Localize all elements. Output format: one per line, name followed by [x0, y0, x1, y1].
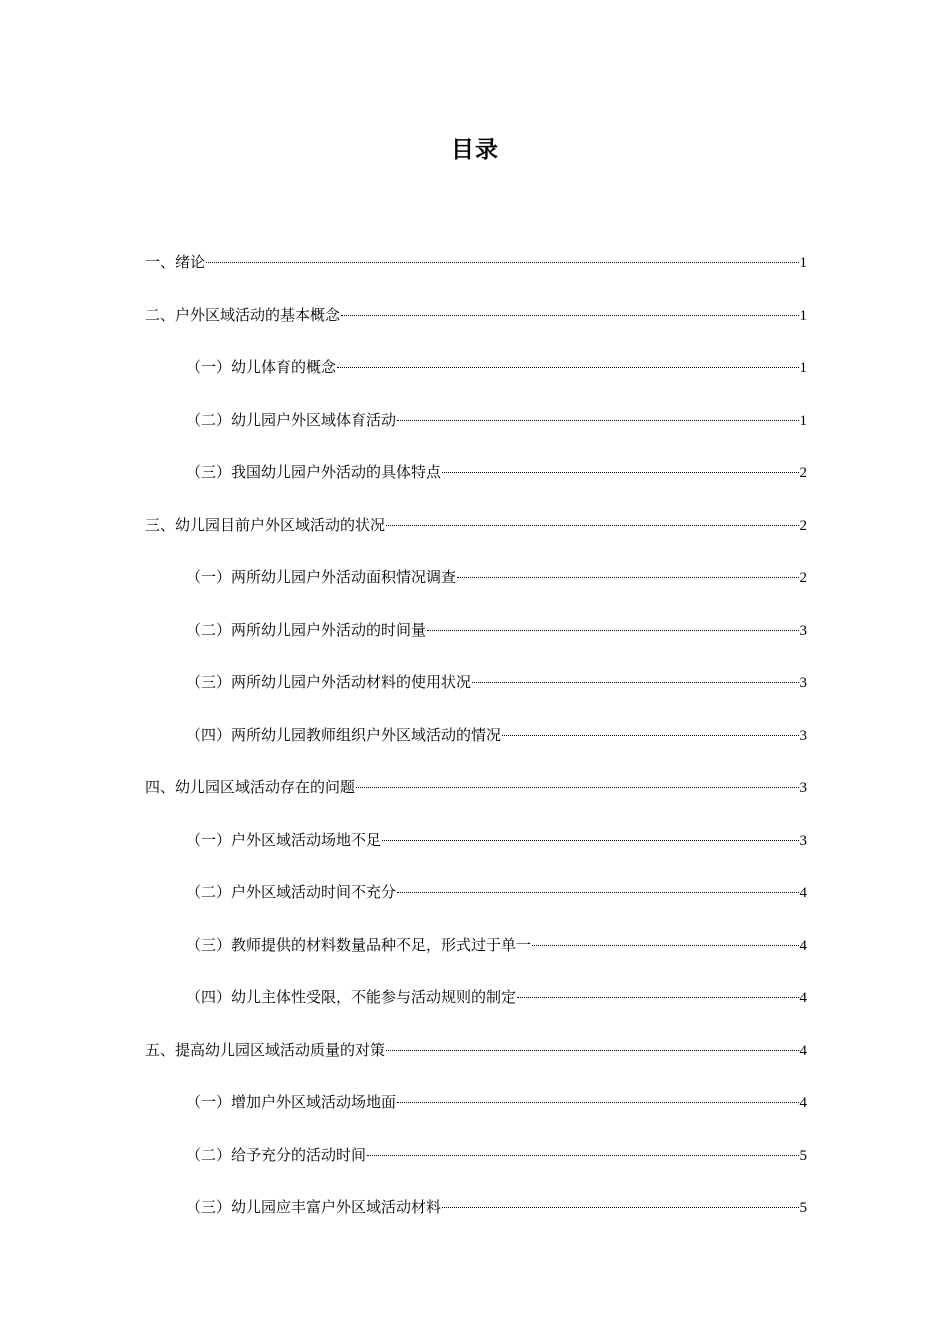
- toc-entry[interactable]: [145, 354, 807, 407]
- toc-page-number: 4: [799, 885, 807, 901]
- toc-entry[interactable]: [145, 827, 807, 880]
- toc-dot-leader: [397, 420, 798, 421]
- toc-page-number: 3: [799, 727, 807, 744]
- toc-dot-leader: [532, 945, 798, 946]
- toc-entry[interactable]: [145, 407, 807, 460]
- toc-entry-text: （三）教师提供的材料数量品种不足，形式过于单一: [186, 935, 532, 954]
- toc-dot-leader: [442, 1207, 798, 1208]
- toc-dot-leader: [356, 787, 798, 788]
- toc-entry-text: （三）幼儿园应丰富户外区域活动材料: [186, 1198, 442, 1216]
- toc-list: [145, 249, 807, 1247]
- toc-entry-text: （二）两所幼儿园户外活动的时间量: [186, 620, 427, 639]
- toc-dot-leader: [206, 262, 798, 263]
- toc-entry[interactable]: [145, 932, 807, 985]
- toc-entry[interactable]: [145, 459, 807, 512]
- toc-entry-text: （一）户外区域活动场地不足: [186, 830, 382, 849]
- toc-entry-text: 三、幼儿园目前户外区域活动的状况: [145, 515, 386, 534]
- toc-entry-text: 一、绪论: [145, 253, 206, 271]
- toc-dot-leader: [472, 682, 798, 683]
- toc-dot-leader: [457, 577, 798, 578]
- toc-page-number: 2: [799, 465, 807, 481]
- toc-entry-text: （一）幼儿体育的概念: [186, 358, 337, 376]
- toc-entry-text: （四）两所幼儿园教师组织户外区域活动的情况: [186, 725, 502, 744]
- toc-page-number: 2: [799, 517, 807, 534]
- toc-page-number: 1: [799, 412, 807, 429]
- toc-entry[interactable]: [145, 512, 807, 565]
- toc-page-number: 5: [799, 1200, 807, 1216]
- toc-dot-leader: [397, 892, 798, 893]
- toc-page-number: 4: [799, 990, 807, 1006]
- toc-dot-leader: [341, 315, 798, 316]
- toc-entry[interactable]: [145, 669, 807, 722]
- toc-page-number: 4: [799, 937, 807, 954]
- toc-dot-leader: [397, 1102, 798, 1103]
- toc-dot-leader: [382, 840, 798, 841]
- toc-entry[interactable]: [145, 1089, 807, 1142]
- toc-page-number: 3: [799, 622, 807, 639]
- toc-entry[interactable]: [145, 722, 807, 775]
- toc-entry-text: （二）户外区域活动时间不充分: [186, 883, 397, 901]
- toc-entry-text: （三）我国幼儿园户外活动的具体特点: [186, 463, 442, 481]
- toc-dot-leader: [386, 525, 798, 526]
- toc-dot-leader: [367, 1155, 798, 1156]
- toc-entry-text: （二）给予充分的活动时间: [186, 1145, 367, 1164]
- toc-entry[interactable]: [145, 1142, 807, 1195]
- toc-entry[interactable]: [145, 249, 807, 302]
- toc-entry[interactable]: [145, 302, 807, 355]
- toc-dot-leader: [502, 735, 798, 736]
- toc-page-number: 1: [799, 360, 807, 376]
- toc-entry-text: 五、提高幼儿园区域活动质量的对策: [145, 1040, 386, 1059]
- toc-page-number: 1: [799, 255, 807, 271]
- toc-page-number: 4: [799, 1042, 807, 1059]
- toc-entry[interactable]: [145, 617, 807, 670]
- toc-dot-leader: [517, 997, 798, 998]
- toc-entry[interactable]: [145, 564, 807, 617]
- toc-page-number: 2: [799, 570, 807, 586]
- toc-page-number: 3: [799, 780, 807, 796]
- toc-entry-text: （四）幼儿主体性受限，不能参与活动规则的制定: [186, 988, 517, 1006]
- toc-page-number: 4: [799, 1095, 807, 1111]
- toc-page-number: 3: [799, 832, 807, 849]
- toc-entry[interactable]: [145, 984, 807, 1037]
- toc-page-number: 1: [799, 307, 807, 324]
- toc-entry[interactable]: [145, 774, 807, 827]
- toc-dot-leader: [386, 1050, 798, 1051]
- toc-entry[interactable]: [145, 879, 807, 932]
- toc-entry[interactable]: [145, 1037, 807, 1090]
- toc-page-number: 3: [799, 675, 807, 691]
- toc-entry-text: （一）两所幼儿园户外活动面积情况调查: [186, 568, 457, 586]
- toc-entry-text: 四、幼儿园区域活动存在的问题: [145, 778, 356, 796]
- toc-entry-text: （二）幼儿园户外区域体育活动: [186, 410, 397, 429]
- toc-entry-text: 二、户外区域活动的基本概念: [145, 305, 341, 324]
- toc-entry-text: （三）两所幼儿园户外活动材料的使用状况: [186, 673, 472, 691]
- toc-entry-text: （一）增加户外区域活动场地面: [186, 1093, 397, 1111]
- toc-dot-leader: [337, 367, 798, 368]
- toc-entry[interactable]: [145, 1194, 807, 1247]
- toc-title: 目录: [451, 137, 499, 163]
- toc-dot-leader: [427, 630, 798, 631]
- toc-dot-leader: [442, 472, 798, 473]
- toc-page-number: 5: [799, 1147, 807, 1164]
